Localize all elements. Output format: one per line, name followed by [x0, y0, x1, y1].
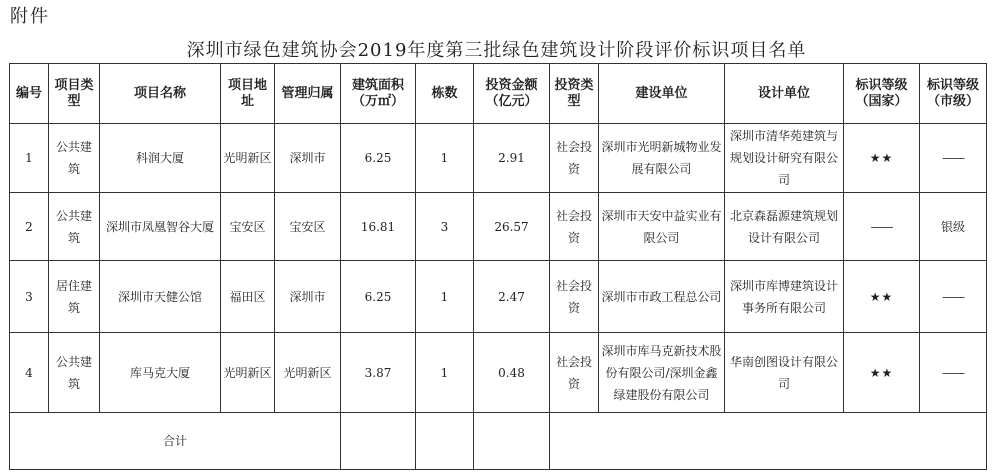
cell-name: 科润大厦: [100, 124, 221, 193]
cell-area: 6.25: [341, 261, 416, 333]
cell-invest-type: 社会投资: [550, 193, 599, 261]
cell-name: 深圳市凤凰智谷大厦: [100, 193, 221, 261]
cell-mgmt: 深圳市: [275, 124, 341, 193]
cell-invest-type: 社会投资: [550, 261, 599, 333]
cell-designer: 华南创图设计有限公司: [725, 333, 844, 413]
header-row: [10, 64, 987, 124]
cell-area: 16.81: [341, 193, 416, 261]
table-row: [10, 124, 987, 193]
cell-type: 公共建筑: [49, 193, 100, 261]
cell-builder: 深圳市市政工程总公司: [599, 261, 725, 333]
cell-builder: 深圳市光明新城物业发展有限公司: [599, 124, 725, 193]
header-invest-type: 投资类型: [550, 64, 599, 124]
cell-no: 2: [10, 193, 49, 261]
table-row: [10, 193, 987, 261]
cell-type: 居住建筑: [49, 261, 100, 333]
cell-address: 光明新区: [221, 333, 275, 413]
cell-buildings: 3: [416, 193, 474, 261]
cell-address: 福田区: [221, 261, 275, 333]
cell-city-level: ——: [920, 333, 987, 413]
cell-address: 光明新区: [221, 124, 275, 193]
attachment-label: 附件: [10, 6, 50, 27]
header-type: 项目类型: [49, 64, 100, 124]
cell-no: 3: [10, 261, 49, 333]
cell-builder: 深圳市天安中益实业有限公司: [599, 193, 725, 261]
cell-name: 库马克大厦: [100, 333, 221, 413]
cell-builder: 深圳市库马克新技术股份有限公司/深圳金鑫绿建股份有限公司: [599, 333, 725, 413]
cell-mgmt: 宝安区: [275, 193, 341, 261]
cell-name: 深圳市天健公馆: [100, 261, 221, 333]
cell-address: 宝安区: [221, 193, 275, 261]
cell-designer: 深圳市清华苑建筑与规划设计研究有限公司: [725, 124, 844, 193]
table-row: [10, 333, 987, 413]
cell-city-level: ——: [920, 124, 987, 193]
cell-mgmt: 光明新区: [275, 333, 341, 413]
cell-national-level: ★★: [844, 124, 920, 193]
cell-national-level: ——: [844, 193, 920, 261]
total-buildings: [416, 413, 474, 470]
header-area: 建筑面积（万㎡）: [341, 64, 416, 124]
total-rest: [550, 413, 987, 470]
cell-invest-type: 社会投资: [550, 333, 599, 413]
cell-city-level: 银级: [920, 193, 987, 261]
cell-no: 1: [10, 124, 49, 193]
header-address: 项目地址: [221, 64, 275, 124]
cell-mgmt: 深圳市: [275, 261, 341, 333]
total-row: [10, 413, 987, 470]
cell-type: 公共建筑: [49, 124, 100, 193]
cell-area: 6.25: [341, 124, 416, 193]
cell-invest: 0.48: [474, 333, 550, 413]
header-buildings: 栋数: [416, 64, 474, 124]
cell-invest: 2.47: [474, 261, 550, 333]
header-mgmt: 管理归属: [275, 64, 341, 124]
cell-area: 3.87: [341, 333, 416, 413]
cell-national-level: ★★: [844, 333, 920, 413]
header-builder: 建设单位: [599, 64, 725, 124]
page-title: 深圳市绿色建筑协会2019年度第三批绿色建筑设计阶段评价标识项目名单: [186, 40, 807, 61]
cell-buildings: 1: [416, 333, 474, 413]
cell-designer: 深圳市库博建筑设计事务所有限公司: [725, 261, 844, 333]
header-designer: 设计单位: [725, 64, 844, 124]
total-area: [341, 413, 416, 470]
cell-designer: 北京森磊源建筑规划设计有限公司: [725, 193, 844, 261]
cell-invest: 26.57: [474, 193, 550, 261]
cell-invest-type: 社会投资: [550, 124, 599, 193]
cell-buildings: 1: [416, 261, 474, 333]
cell-buildings: 1: [416, 124, 474, 193]
project-table: [9, 63, 987, 470]
cell-invest: 2.91: [474, 124, 550, 193]
header-city-level: 标识等级（市级）: [920, 64, 987, 124]
header-national-level: 标识等级（国家）: [844, 64, 920, 124]
cell-city-level: ——: [920, 261, 987, 333]
cell-national-level: ★★: [844, 261, 920, 333]
total-label: 合计: [10, 413, 341, 470]
table-row: [10, 261, 987, 333]
cell-no: 4: [10, 333, 49, 413]
header-invest: 投资金额（亿元）: [474, 64, 550, 124]
cell-type: 公共建筑: [49, 333, 100, 413]
header-name: 项目名称: [100, 64, 221, 124]
total-invest: [474, 413, 550, 470]
header-no: 编号: [10, 64, 49, 124]
